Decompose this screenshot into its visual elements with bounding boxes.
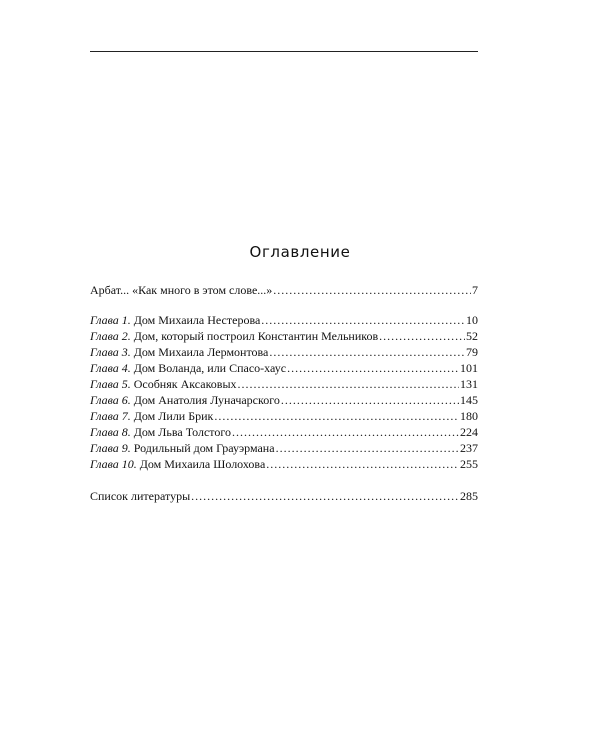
toc-entry-chapter-4[interactable] [90,360,478,376]
toc-entry-chapter-2[interactable] [90,328,478,344]
toc-entry-title: Список литературы [90,489,191,503]
dot-leader [269,344,465,360]
dot-leader [191,488,459,504]
toc-entry-title: Особняк Аксаковых [133,377,237,391]
chapter-label: Глава 7. [90,409,131,423]
dot-leader [232,424,459,440]
chapter-label: Глава 6. [90,393,131,407]
dot-leader [261,312,465,328]
toc-entry-title: Дом Воланда, или Спасо-хаус [133,361,287,375]
toc-entry-intro[interactable] [90,282,478,298]
chapter-label: Глава 3. [90,345,131,359]
chapter-label: Глава 9. [90,441,131,455]
chapter-label: Глава 10. [90,457,137,471]
toc-entry-title: Дом Михаила Шолохова [139,457,266,471]
toc-entry-title: Дом Михаила Лермонтова [133,345,269,359]
toc-entry-chapter-8[interactable] [90,424,478,440]
toc-entry-chapter-1[interactable] [90,312,478,328]
chapter-label: Глава 5. [90,377,131,391]
toc-entry-title: Дом Льва Толстого [133,425,231,439]
toc-entry-page: 285 [460,489,478,503]
dot-leader [379,328,465,344]
toc-entry-chapter-9[interactable] [90,440,478,456]
dot-leader [214,408,459,424]
toc-entry-chapter-3[interactable] [90,344,478,360]
toc-entry-title: Дом Анатолия Луначарского [133,393,280,407]
toc-entry-page: 52 [466,329,478,343]
toc-entry-chapter-10[interactable] [90,456,478,472]
toc-entry-bibliography[interactable] [90,488,478,504]
dot-leader [238,376,459,392]
toc-entry-title: Арбат... «Как много в этом слове...» [90,283,273,297]
toc-entry-chapter-6[interactable] [90,392,478,408]
toc-entry-page: 255 [460,457,478,471]
toc-entry-page: 10 [466,313,478,327]
chapter-label: Глава 4. [90,361,131,375]
toc-entry-title: Родильный дом Грауэрмана [133,441,275,455]
toc-entry-title: Дом Лили Брик [133,409,214,423]
chapter-label: Глава 2. [90,329,131,343]
toc-entry-chapter-7[interactable] [90,408,478,424]
dot-leader [276,440,459,456]
dot-leader [281,392,459,408]
dot-leader [266,456,459,472]
toc-entry-page: 237 [460,441,478,455]
dot-leader [287,360,459,376]
toc-entry-title: Дом Михаила Нестерова [133,313,261,327]
toc-entry-page: 7 [472,283,478,297]
toc-entry-title: Дом, который построил Константин Мельников [133,329,379,343]
toc-entry-page: 224 [460,425,478,439]
toc-entry-page: 131 [460,377,478,391]
chapter-label: Глава 8. [90,425,131,439]
top-rule [90,51,478,52]
chapter-label: Глава 1. [90,313,131,327]
toc-entry-page: 101 [460,361,478,375]
toc-entry-page: 79 [466,345,478,359]
page-title: Оглавление [249,243,351,261]
spacer [90,472,478,488]
toc-entry-page: 145 [460,393,478,407]
spacer [90,298,478,312]
toc-entry-chapter-5[interactable] [90,376,478,392]
toc-entry-page: 180 [460,409,478,423]
table-of-contents [90,282,478,504]
dot-leader [273,282,471,298]
